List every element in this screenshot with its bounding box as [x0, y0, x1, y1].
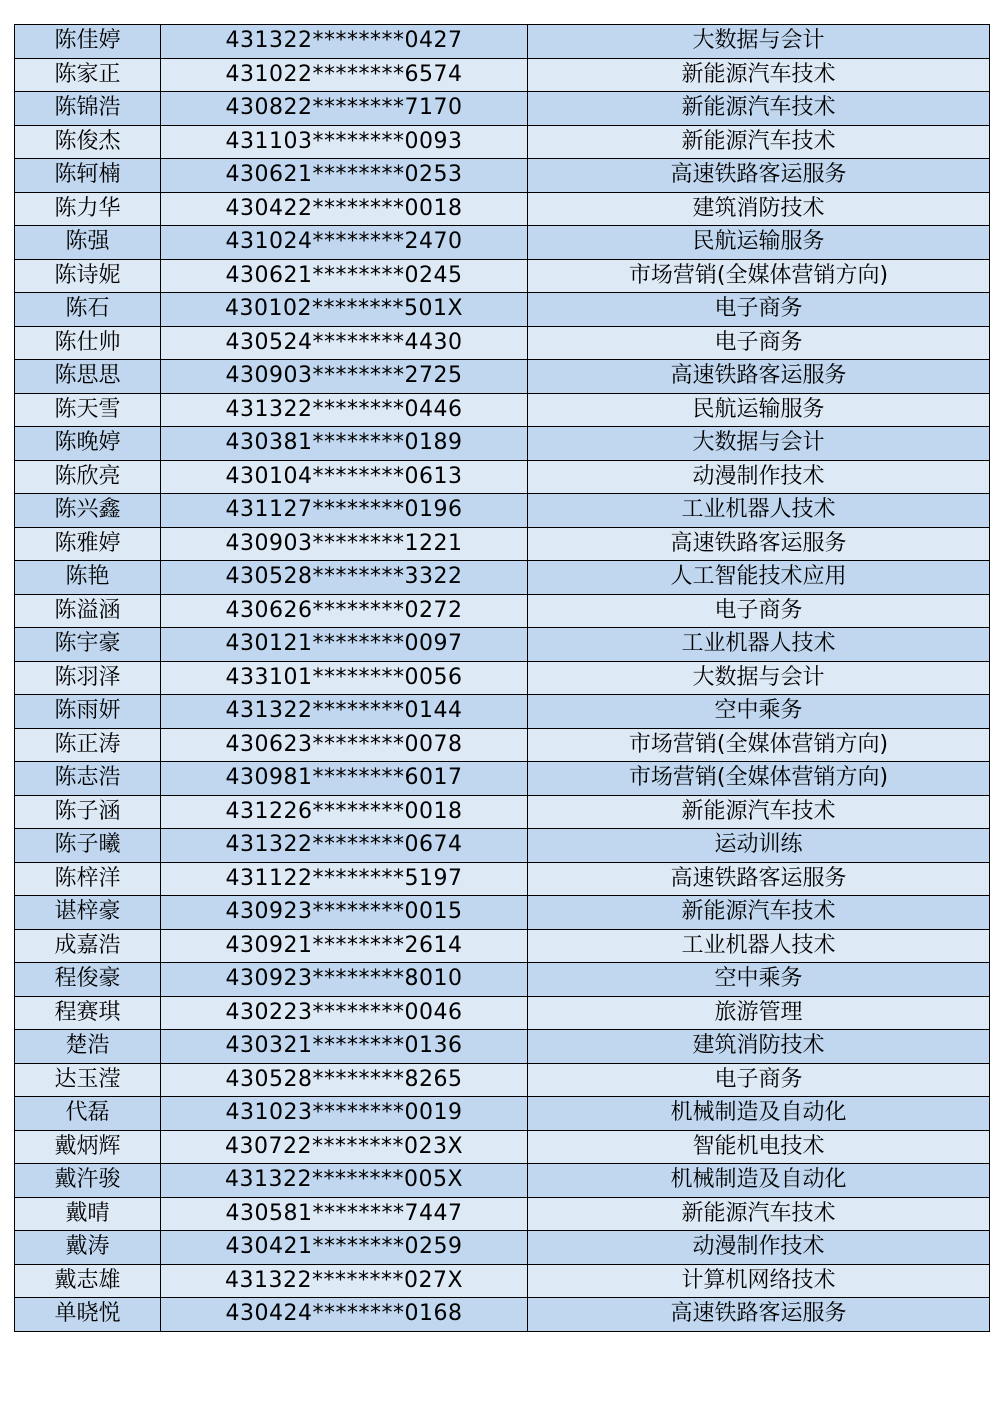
id-number-cell: 430381********0189	[161, 427, 528, 461]
table-row	[15, 661, 990, 695]
table-row	[15, 1030, 990, 1064]
major-cell: 工业机器人技术	[528, 929, 990, 963]
id-number-cell: 430104********0613	[161, 460, 528, 494]
major-cell: 电子商务	[528, 594, 990, 628]
id-number-cell: 430223********0046	[161, 996, 528, 1030]
student-name-cell: 程赛琪	[15, 996, 161, 1030]
major-cell: 电子商务	[528, 326, 990, 360]
student-name-cell: 陈诗妮	[15, 259, 161, 293]
table-row	[15, 594, 990, 628]
major-cell: 大数据与会计	[528, 25, 990, 59]
id-number-cell: 430421********0259	[161, 1231, 528, 1265]
table-row	[15, 963, 990, 997]
id-number-cell: 431322********005X	[161, 1164, 528, 1198]
major-cell: 人工智能技术应用	[528, 561, 990, 595]
table-row	[15, 326, 990, 360]
table-row	[15, 1164, 990, 1198]
id-number-cell: 430822********7170	[161, 92, 528, 126]
table-row	[15, 427, 990, 461]
table-row	[15, 25, 990, 59]
table-row	[15, 762, 990, 796]
major-cell: 新能源汽车技术	[528, 1197, 990, 1231]
id-number-cell: 431127********0196	[161, 494, 528, 528]
major-cell: 电子商务	[528, 293, 990, 327]
major-cell: 运动训练	[528, 829, 990, 863]
id-number-cell: 430621********0245	[161, 259, 528, 293]
id-number-cell: 431103********0093	[161, 125, 528, 159]
student-name-cell: 陈轲楠	[15, 159, 161, 193]
student-name-cell: 陈石	[15, 293, 161, 327]
student-list-sheet	[14, 24, 989, 1332]
student-name-cell: 陈艳	[15, 561, 161, 595]
table-row	[15, 1197, 990, 1231]
student-name-cell: 楚浩	[15, 1030, 161, 1064]
table-row	[15, 226, 990, 260]
table-row	[15, 293, 990, 327]
table-row	[15, 1264, 990, 1298]
id-number-cell: 431322********0446	[161, 393, 528, 427]
id-number-cell: 431322********027X	[161, 1264, 528, 1298]
major-cell: 高速铁路客运服务	[528, 360, 990, 394]
major-cell: 新能源汽车技术	[528, 795, 990, 829]
student-name-cell: 成嘉浩	[15, 929, 161, 963]
student-name-cell: 谌梓豪	[15, 896, 161, 930]
student-name-cell: 陈正涛	[15, 728, 161, 762]
student-name-cell: 代磊	[15, 1097, 161, 1131]
student-name-cell: 戴晴	[15, 1197, 161, 1231]
major-cell: 旅游管理	[528, 996, 990, 1030]
id-number-cell: 430903********1221	[161, 527, 528, 561]
table-row	[15, 527, 990, 561]
id-number-cell: 430121********0097	[161, 628, 528, 662]
major-cell: 新能源汽车技术	[528, 896, 990, 930]
student-name-cell: 达玉滢	[15, 1063, 161, 1097]
student-name-cell: 陈思思	[15, 360, 161, 394]
id-number-cell: 430102********501X	[161, 293, 528, 327]
table-row	[15, 460, 990, 494]
major-cell: 高速铁路客运服务	[528, 159, 990, 193]
major-cell: 工业机器人技术	[528, 494, 990, 528]
id-number-cell: 430528********8265	[161, 1063, 528, 1097]
major-cell: 大数据与会计	[528, 427, 990, 461]
major-cell: 市场营销(全媒体营销方向)	[528, 728, 990, 762]
id-number-cell: 430424********0168	[161, 1298, 528, 1332]
major-cell: 空中乘务	[528, 695, 990, 729]
table-row	[15, 1063, 990, 1097]
id-number-cell: 430321********0136	[161, 1030, 528, 1064]
table-row	[15, 561, 990, 595]
student-name-cell: 戴炳辉	[15, 1130, 161, 1164]
table-row	[15, 929, 990, 963]
id-number-cell: 431024********2470	[161, 226, 528, 260]
table-row	[15, 192, 990, 226]
major-cell: 电子商务	[528, 1063, 990, 1097]
major-cell: 计算机网络技术	[528, 1264, 990, 1298]
id-number-cell: 431322********0144	[161, 695, 528, 729]
table-row	[15, 896, 990, 930]
id-number-cell: 430623********0078	[161, 728, 528, 762]
student-name-cell: 陈天雪	[15, 393, 161, 427]
id-number-cell: 430981********6017	[161, 762, 528, 796]
id-number-cell: 431023********0019	[161, 1097, 528, 1131]
id-number-cell: 430528********3322	[161, 561, 528, 595]
student-name-cell: 戴涛	[15, 1231, 161, 1265]
table-row	[15, 695, 990, 729]
student-name-cell: 陈子涵	[15, 795, 161, 829]
student-name-cell: 陈俊杰	[15, 125, 161, 159]
id-number-cell: 430626********0272	[161, 594, 528, 628]
table-row	[15, 393, 990, 427]
table-row	[15, 728, 990, 762]
major-cell: 市场营销(全媒体营销方向)	[528, 259, 990, 293]
id-number-cell: 430581********7447	[161, 1197, 528, 1231]
major-cell: 高速铁路客运服务	[528, 527, 990, 561]
table-row	[15, 1231, 990, 1265]
student-name-cell: 陈家正	[15, 58, 161, 92]
major-cell: 建筑消防技术	[528, 192, 990, 226]
table-row	[15, 1130, 990, 1164]
id-number-cell: 430422********0018	[161, 192, 528, 226]
student-name-cell: 单晓悦	[15, 1298, 161, 1332]
major-cell: 动漫制作技术	[528, 1231, 990, 1265]
student-name-cell: 戴志雄	[15, 1264, 161, 1298]
id-number-cell: 430903********2725	[161, 360, 528, 394]
student-name-cell: 程俊豪	[15, 963, 161, 997]
student-name-cell: 陈力华	[15, 192, 161, 226]
student-name-cell: 陈兴鑫	[15, 494, 161, 528]
table-row	[15, 1298, 990, 1332]
major-cell: 机械制造及自动化	[528, 1164, 990, 1198]
student-table	[14, 24, 990, 1332]
id-number-cell: 431022********6574	[161, 58, 528, 92]
id-number-cell: 430923********8010	[161, 963, 528, 997]
student-name-cell: 陈佳婷	[15, 25, 161, 59]
student-name-cell: 陈梓洋	[15, 862, 161, 896]
table-row	[15, 628, 990, 662]
student-name-cell: 陈子曦	[15, 829, 161, 863]
major-cell: 民航运输服务	[528, 393, 990, 427]
major-cell: 新能源汽车技术	[528, 125, 990, 159]
id-number-cell: 431122********5197	[161, 862, 528, 896]
major-cell: 市场营销(全媒体营销方向)	[528, 762, 990, 796]
student-name-cell: 陈强	[15, 226, 161, 260]
id-number-cell: 430722********023X	[161, 1130, 528, 1164]
major-cell: 新能源汽车技术	[528, 58, 990, 92]
table-row	[15, 829, 990, 863]
student-name-cell: 陈志浩	[15, 762, 161, 796]
student-name-cell: 陈欣亮	[15, 460, 161, 494]
table-row	[15, 862, 990, 896]
major-cell: 工业机器人技术	[528, 628, 990, 662]
table-row	[15, 360, 990, 394]
id-number-cell: 431322********0427	[161, 25, 528, 59]
major-cell: 动漫制作技术	[528, 460, 990, 494]
table-row	[15, 795, 990, 829]
major-cell: 大数据与会计	[528, 661, 990, 695]
id-number-cell: 430923********0015	[161, 896, 528, 930]
table-row	[15, 494, 990, 528]
major-cell: 民航运输服务	[528, 226, 990, 260]
student-name-cell: 陈溢涵	[15, 594, 161, 628]
id-number-cell: 431322********0674	[161, 829, 528, 863]
major-cell: 空中乘务	[528, 963, 990, 997]
id-number-cell: 430621********0253	[161, 159, 528, 193]
student-name-cell: 戴汻骏	[15, 1164, 161, 1198]
major-cell: 高速铁路客运服务	[528, 1298, 990, 1332]
major-cell: 机械制造及自动化	[528, 1097, 990, 1131]
student-name-cell: 陈羽泽	[15, 661, 161, 695]
table-row	[15, 259, 990, 293]
student-name-cell: 陈锦浩	[15, 92, 161, 126]
major-cell: 智能机电技术	[528, 1130, 990, 1164]
table-row	[15, 159, 990, 193]
id-number-cell: 430921********2614	[161, 929, 528, 963]
student-name-cell: 陈雅婷	[15, 527, 161, 561]
table-row	[15, 1097, 990, 1131]
id-number-cell: 430524********4430	[161, 326, 528, 360]
id-number-cell: 431226********0018	[161, 795, 528, 829]
table-row	[15, 996, 990, 1030]
student-name-cell: 陈宇豪	[15, 628, 161, 662]
student-name-cell: 陈雨妍	[15, 695, 161, 729]
student-name-cell: 陈仕帅	[15, 326, 161, 360]
student-table-body	[15, 25, 990, 1332]
id-number-cell: 433101********0056	[161, 661, 528, 695]
table-row	[15, 125, 990, 159]
major-cell: 新能源汽车技术	[528, 92, 990, 126]
table-row	[15, 58, 990, 92]
major-cell: 建筑消防技术	[528, 1030, 990, 1064]
major-cell: 高速铁路客运服务	[528, 862, 990, 896]
student-name-cell: 陈晚婷	[15, 427, 161, 461]
table-row	[15, 92, 990, 126]
